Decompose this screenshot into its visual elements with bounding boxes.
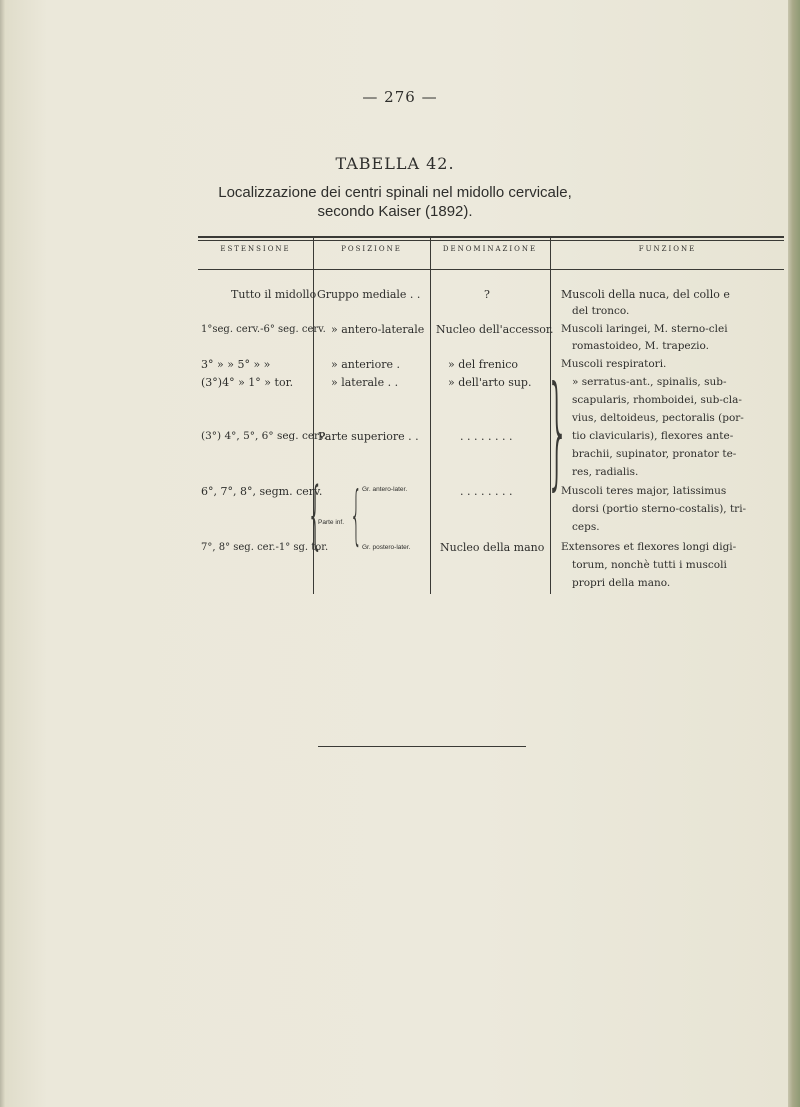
- table-label: TABELLA 42.: [335, 154, 455, 173]
- denominazione-row-3: » del frenico: [448, 358, 519, 371]
- table-top-rule-thin: [198, 240, 784, 241]
- denominazione-row-5: . . . . . . . .: [460, 430, 513, 443]
- posizione-row-4: » laterale . .: [331, 376, 399, 389]
- header-posizione: POSIZIONE: [341, 245, 402, 253]
- header-funzione: FUNZIONE: [638, 245, 697, 253]
- table-top-rule: [198, 236, 784, 238]
- posizione-row-5: Parte superiore . .: [318, 430, 419, 443]
- header-denominazione: DENOMINAZIONE: [442, 245, 538, 253]
- denominazione-row-4: » dell'arto sup.: [448, 376, 532, 389]
- caption-line-1: Localizzazione dei centri spinali nel midollo cervicale,: [218, 184, 572, 201]
- estensione-row-1: Tutto il midollo: [231, 288, 317, 301]
- page-number: — 276 —: [362, 88, 438, 106]
- right-brace-dell-arto: }: [546, 360, 570, 502]
- funzione-line-12: Muscoli teres major, latissimus: [561, 485, 727, 497]
- denominazione-row-1: ?: [484, 288, 490, 301]
- funzione-line-6: » serratus-ant., spinalis, sub-: [572, 376, 727, 388]
- header-bottom-rule: [198, 269, 784, 270]
- left-brace-estensione: {: [307, 472, 324, 558]
- posizione-gr-antero-later: Gr. antero-later.: [362, 486, 408, 493]
- funzione-line-8: vius, deltoideus, pectoralis (por-: [572, 412, 744, 424]
- column-divider-2: [430, 236, 431, 594]
- funzione-line-17: propri della mano.: [572, 577, 671, 589]
- funzione-line-3: Muscoli laringei, M. sterno-clei: [561, 323, 728, 335]
- funzione-line-5: Muscoli respiratori.: [561, 358, 667, 370]
- funzione-line-14: ceps.: [572, 521, 600, 533]
- posizione-row-3: » anteriore .: [331, 358, 400, 371]
- left-brace-parte-inf: {: [350, 479, 363, 553]
- funzione-line-10: brachii, supinator, pronator te-: [572, 448, 737, 460]
- estensione-row-7: 7°, 8° seg. cer.-1° sg. tor.: [201, 542, 329, 553]
- funzione-line-7: scapularis, rhomboidei, sub-cla-: [572, 394, 742, 406]
- funzione-line-4: romastoideo, M. trapezio.: [572, 340, 710, 352]
- funzione-line-9: tio clavicularis), flexores ante-: [572, 430, 734, 442]
- funzione-line-13: dorsi (portio sterno-costalis), tri-: [572, 503, 747, 515]
- caption-line-2: secondo Kaiser (1892).: [317, 203, 473, 220]
- funzione-line-11: res, radialis.: [572, 466, 639, 478]
- footer-rule: [318, 746, 526, 747]
- posizione-row-2: » antero-laterale: [331, 323, 425, 336]
- denominazione-row-6: . . . . . . . .: [460, 485, 513, 498]
- denominazione-row-2: Nucleo dell'accessor.: [436, 323, 554, 336]
- funzione-line-16: torum, nonchè tutti i muscoli: [572, 559, 727, 571]
- posizione-row-1: Gruppo mediale . .: [317, 288, 421, 301]
- estensione-row-6: 6°, 7°, 8°, segm. cerv.: [201, 485, 323, 498]
- estensione-row-5: (3°) 4°, 5°, 6° seg. cerv.: [201, 430, 328, 442]
- estensione-row-2: 1°seg. cerv.-6° seg. cerv.: [201, 324, 326, 335]
- estensione-row-4: (3°)4° » 1° » tor.: [201, 376, 294, 389]
- posizione-parte-inf: Parte inf.: [318, 519, 345, 526]
- denominazione-row-7: Nucleo della mano: [440, 541, 545, 554]
- funzione-line-2: del tronco.: [572, 305, 630, 317]
- header-estensione: ESTENSIONE: [220, 245, 291, 253]
- funzione-line-1: Muscoli della nuca, del collo e: [561, 288, 730, 301]
- funzione-line-15: Extensores et flexores longi digi-: [561, 541, 737, 553]
- posizione-gr-postero-later: Gr. postero-later.: [362, 544, 411, 551]
- estensione-row-3: 3° » » 5° » »: [201, 358, 271, 371]
